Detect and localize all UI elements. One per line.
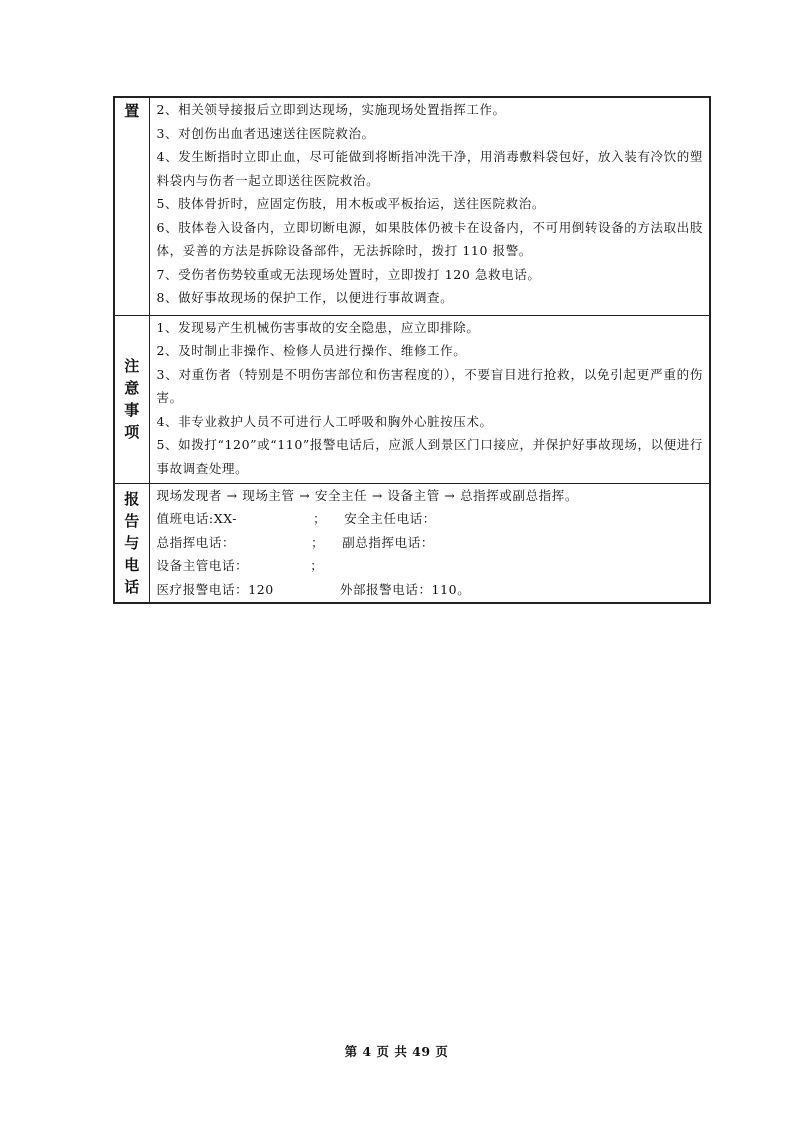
report-phone-line	[157, 531, 704, 555]
disposal-item: 2、相关领导接报后立即到达现场，实施现场处置指挥工作。	[156, 102, 506, 117]
report-label: 报 告 与 电 话	[114, 483, 149, 603]
safety-phone: 安全主任电话：	[344, 511, 436, 526]
disposal-content	[149, 97, 710, 315]
disposal-row	[114, 97, 710, 315]
report-flow: 现场发现者 → 现场主管 → 安全主任 → 设备主管 → 总指挥或副总指挥。	[156, 487, 578, 503]
notes-item: 2、及时制止非操作、检修人员进行操作、维修工作。	[156, 343, 467, 358]
duty-separator: ；	[313, 511, 327, 526]
notes-item: 1、发现易产生机械伤害事故的安全隐患，应立即排除。	[156, 319, 480, 335]
emergency-procedure-table	[113, 96, 711, 604]
page-number-footer: 第 4 页 共 49 页	[344, 1044, 449, 1059]
commander-separator: ；	[311, 534, 325, 550]
report-phone-line	[157, 578, 704, 602]
vice-commander-phone: 副总指挥电话：	[342, 534, 434, 550]
external-phone: 外部报警电话：110。	[339, 581, 471, 597]
notes-label: 注 意 事 项	[114, 315, 149, 483]
disposal-item: 5、肢体骨折时，应固定伤肢，用木板或平板抬运，送往医院救治。	[156, 196, 545, 211]
disposal-item: 3、对创伤出血者迅速送往医院救治。	[156, 125, 375, 141]
duty-phone: 值班电话:XX-	[156, 511, 238, 526]
notes-content	[149, 315, 710, 483]
equipment-separator: ；	[310, 558, 324, 573]
report-row	[114, 483, 710, 603]
disposal-item: 8、做好事故现场的保护工作，以便进行事故调查。	[156, 290, 454, 305]
disposal-label: 置	[114, 97, 149, 315]
notes-item: 4、非专业救护人员不可进行人工呼吸和胸外心脏按压术。	[156, 413, 493, 429]
report-phone-line	[157, 507, 704, 531]
notes-item: 3、对重伤者（特别是不明伤害部位和伤害程度的），不要盲目进行抢救，以免引起更严重的伤害。	[156, 366, 703, 405]
notes-row	[114, 315, 710, 483]
medical-phone: 医疗报警电话：120	[156, 581, 274, 597]
report-content	[149, 483, 710, 603]
equipment-phone: 设备主管电话：	[156, 558, 249, 573]
disposal-item: 7、受伤者伤势较重或无法现场处置时，立即拨打 120 急救电话。	[156, 266, 541, 282]
commander-phone: 总指挥电话：	[156, 534, 236, 550]
notes-item: 5、如拨打“120”或“110”报警电话后，应派人到景区门口接应，并保护好事故现场，以便进行事故调查处理。	[156, 437, 703, 476]
disposal-item: 4、发生断指时立即止血，尽可能做到将断指冲洗干净，用消毒敷料袋包好，放入装有冷饮的塑料袋内与伤者一起立即送往医院救治。	[156, 149, 703, 188]
disposal-item: 6、肢体卷入设备内，立即切断电源，如果肢体仍被卡在设备内，不可用倒转设备的方法取出肢体，妥善的方法是拆除设备部件，无法拆除时，拨打 110 报警。	[156, 219, 703, 258]
report-phone-line	[157, 554, 704, 578]
